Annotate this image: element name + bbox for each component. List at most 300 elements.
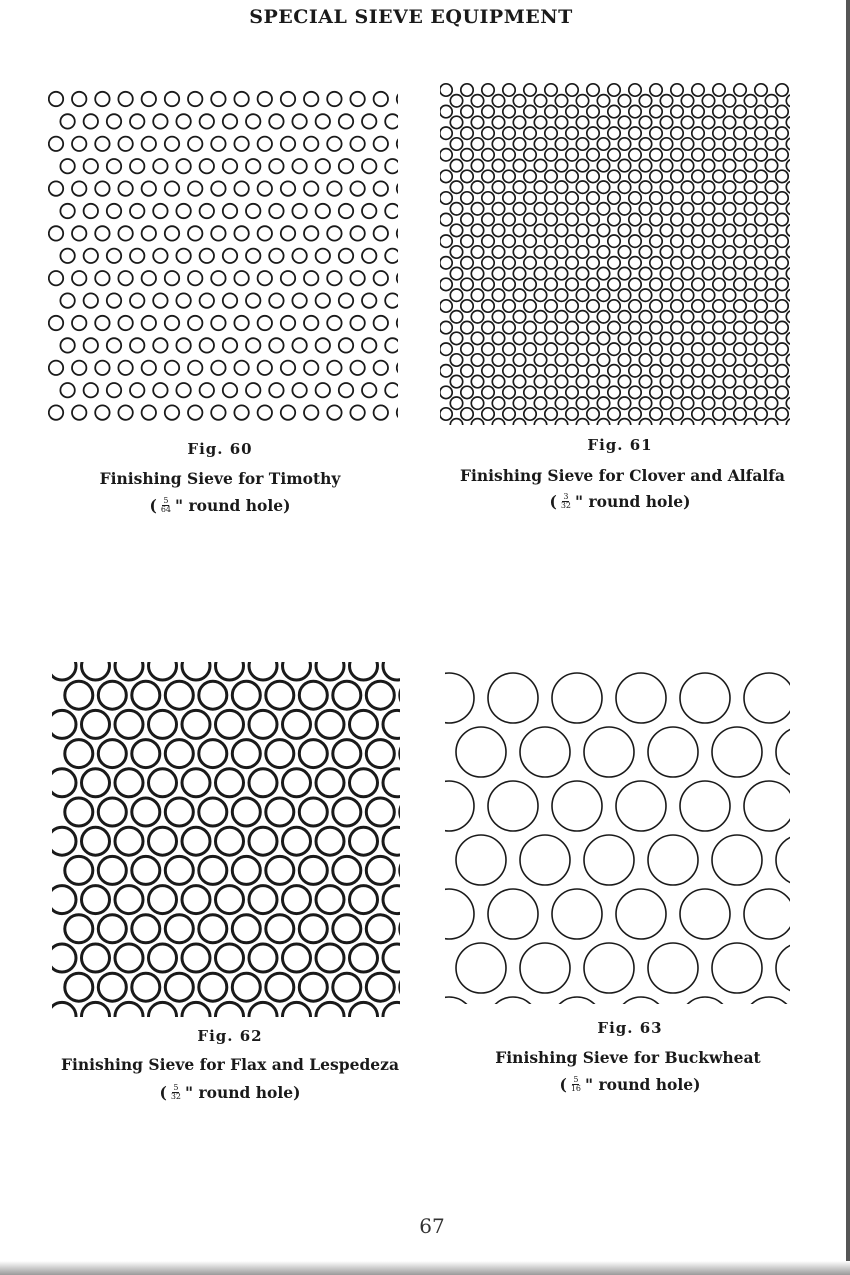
sieve-hole [450,116,462,128]
sieve-hole [182,827,210,855]
sieve-hole [383,827,400,855]
sieve-hole [513,95,525,107]
sieve-hole [555,181,567,193]
sieve-hole [149,769,177,797]
sieve-hole [350,226,364,240]
sieve-hole [545,278,557,290]
sieve-hole [513,224,525,236]
sieve-hole [608,408,620,420]
sieve-hole [524,257,536,269]
sieve-hole [492,267,504,279]
sieve-hole [524,127,536,139]
sieve-hole [374,271,388,285]
fig-60-hole-size [80,496,360,515]
sieve-hole [660,419,672,425]
sieve-hole [786,116,790,128]
sieve-hole [492,159,504,171]
sieve-hole [534,246,546,258]
sieve-hole [545,321,557,333]
sieve-hole [776,835,790,885]
sieve-hole [374,316,388,330]
sieve-hole [629,257,641,269]
sieve-hole [608,127,620,139]
sieve-hole [316,338,330,352]
sieve-hole [680,889,730,939]
sieve-hole [95,137,109,151]
sieve-illustration-fig-60 [48,86,398,426]
sieve-hole [461,84,473,96]
sieve-hole [223,293,237,307]
sieve-hole [566,278,578,290]
sieve-hole [327,137,341,151]
sieve-hole [534,289,546,301]
sieve-hole [153,293,167,307]
sieve-hole [680,781,730,831]
sieve-hole [734,170,746,182]
sieve-hole [223,159,237,173]
sieve-hole [776,105,788,117]
sieve-hole [266,973,294,1001]
sieve-hole [555,116,567,128]
sieve-hole [776,235,788,247]
sieve-hole [492,419,504,425]
sieve-hole [734,343,746,355]
sieve-hole [165,226,179,240]
sieve-hole [587,170,599,182]
sieve-hole [456,835,506,885]
sieve-hole [608,386,620,398]
sieve-hole [246,204,260,218]
sieve-hole [350,662,378,680]
fig-61-label: Fig. 61 [587,436,653,454]
sieve-hole [545,235,557,247]
sieve-hole [165,92,179,106]
sieve-hole [723,116,735,128]
sieve-hole [587,408,599,420]
sieve-hole [350,769,378,797]
sieve-hole [149,944,177,972]
sieve-hole [513,289,525,301]
sieve-hole [149,1002,177,1017]
sieve-hole [660,246,672,258]
sieve-hole [576,267,588,279]
sieve-hole [304,92,318,106]
sieve-hole [692,170,704,182]
sieve-hole [316,662,344,680]
sieve-hole [246,159,260,173]
sieve-hole [60,114,74,128]
sieve-hole [461,149,473,161]
sieve-hole [107,293,121,307]
sieve-hole [660,397,672,409]
sieve-hole [786,159,790,171]
sieve-hole [115,710,143,738]
sieve-hole [82,944,110,972]
sieve-hole [776,343,788,355]
sieve-hole [445,997,474,1004]
sieve-hole [223,249,237,263]
sieve-hole [723,397,735,409]
sieve-hole [723,95,735,107]
sieve-hole [450,138,462,150]
sieve-hole [249,886,277,914]
sieve-hole [188,316,202,330]
sieve-hole [650,257,662,269]
sieve-hole [734,127,746,139]
sieve-hole [597,159,609,171]
sieve-hole [142,361,156,375]
sieve-hole [98,856,126,884]
sieve-hole [304,137,318,151]
sieve-hole [681,354,693,366]
sieve-hole [765,181,777,193]
sieve-hole [49,226,63,240]
sieve-hole [258,361,272,375]
fig-63-fraction [571,1076,581,1093]
sieve-hole [130,383,144,397]
sieve-hole [545,149,557,161]
sieve-hole [450,95,462,107]
sieve-hole [608,321,620,333]
sieve-hole [118,226,132,240]
sieve-hole [734,365,746,377]
sieve-hole [362,338,376,352]
sieve-hole [327,226,341,240]
sieve-hole [648,835,698,885]
sieve-hole [234,405,248,419]
sieve-hole [555,311,567,323]
sieve-hole [461,127,473,139]
sieve-hole [671,321,683,333]
fig-63-label: Fig. 63 [597,1019,663,1037]
sieve-hole [281,361,295,375]
sieve-hole [72,92,86,106]
sieve-hole [234,271,248,285]
sieve-hole [199,856,227,884]
sieve-hole [200,293,214,307]
sieve-hole [440,84,452,96]
sieve-hole [234,316,248,330]
sieve-hole [713,300,725,312]
sieve-hole [734,192,746,204]
sieve-hole [327,405,341,419]
sieve-hole [576,95,588,107]
sieve-hole [266,681,294,709]
sieve-hole [671,408,683,420]
sieve-hole [232,740,260,768]
sieve-hole [648,943,698,993]
sieve-hole [362,383,376,397]
sieve-hole [234,92,248,106]
sieve-hole [616,889,666,939]
sieve-hole [702,332,714,344]
sieve-hole [671,365,683,377]
sieve-hole [618,203,630,215]
sieve-hole [692,213,704,225]
sieve-hole [269,249,283,263]
sieve-hole [450,267,462,279]
sieve-hole [383,1002,400,1017]
sieve-hole [765,246,777,258]
sieve-hole [555,397,567,409]
sieve-hole [587,149,599,161]
sieve-hole [95,181,109,195]
sieve-hole [461,105,473,117]
sieve-hole [524,192,536,204]
sieve-hole [316,293,330,307]
sieve-hole [232,681,260,709]
sieve-hole [107,383,121,397]
sieve-hole [107,338,121,352]
sieve-hole [555,159,567,171]
sieve-hole [639,332,651,344]
sieve-hole [639,375,651,387]
sieve-hole [234,137,248,151]
sieve-hole [115,1002,143,1017]
page-number: 67 [419,1214,445,1238]
sieve-hole [671,149,683,161]
fig-60-hole-text: " round hole) [175,496,291,515]
sieve-hole [49,316,63,330]
sieve-hole [440,386,452,398]
sieve-hole [608,235,620,247]
sieve-hole [503,300,515,312]
fig-60-label: Fig. 60 [187,440,253,458]
sieve-hole [339,249,353,263]
sieve-hole [660,203,672,215]
sieve-hole [555,289,567,301]
sieve-hole [713,408,725,420]
fig-62-fraction [171,1084,181,1101]
sieve-hole [723,267,735,279]
sieve-hole [182,944,210,972]
sieve-hole [587,192,599,204]
sieve-hole [608,192,620,204]
sieve-hole [304,226,318,240]
sieve-hole [576,138,588,150]
sieve-hole [165,798,193,826]
sieve-hole [702,95,714,107]
sieve-hole [744,203,756,215]
sieve-hole [292,159,306,173]
sieve-hole [639,419,651,425]
sieve-hole [249,1002,277,1017]
sieve-hole [234,226,248,240]
sieve-hole [597,224,609,236]
sieve-hole [734,257,746,269]
sieve-hole [671,300,683,312]
sieve-hole [492,224,504,236]
sieve-hole [130,114,144,128]
sieve-hole [471,95,483,107]
sieve-hole [545,192,557,204]
sieve-hole [680,673,730,723]
sieve-hole [60,159,74,173]
sieve-hole [397,361,398,375]
sieve-hole [650,386,662,398]
sieve-hole [482,84,494,96]
sieve-hole [786,419,790,425]
sieve-hole [755,235,767,247]
sieve-hole [566,300,578,312]
sieve-hole [650,365,662,377]
sieve-hole [182,662,210,680]
sieve-hole [566,365,578,377]
sieve-hole [765,159,777,171]
sieve-hole [84,338,98,352]
sieve-hole [776,321,788,333]
fig-63-title: Finishing Sieve for Buckwheat [495,1048,761,1067]
sieve-hole [339,338,353,352]
sieve-hole [734,278,746,290]
sieve-hole [534,181,546,193]
sieve-hole [618,181,630,193]
sieve-hole [692,105,704,117]
sieve-hole [597,181,609,193]
sieve-hole [671,170,683,182]
sieve-hole [786,289,790,301]
sieve-hole [765,375,777,387]
sieve-hole [618,267,630,279]
sieve-hole [503,235,515,247]
fig-63-denominator: 16 [570,1084,582,1093]
sieve-hole [555,95,567,107]
sieve-hole [397,405,398,419]
sieve-hole [283,1002,311,1017]
sieve-hole [576,354,588,366]
sieve-hole [765,203,777,215]
sieve-hole [765,116,777,128]
sieve-hole [513,246,525,258]
sieve-hole [524,300,536,312]
sieve-hole [713,321,725,333]
sieve-hole [199,973,227,1001]
fig-62-label: Fig. 62 [197,1027,263,1045]
sieve-hole [292,114,306,128]
sieve-hole [765,224,777,236]
sieve-hole [95,92,109,106]
sieve-hole [132,681,160,709]
sieve-hole [492,116,504,128]
sieve-hole [84,204,98,218]
sieve-hole [118,137,132,151]
sieve-hole [534,138,546,150]
sieve-hole [681,267,693,279]
sieve-hole [482,278,494,290]
sieve-hole [713,105,725,117]
sieve-hole [188,226,202,240]
sieve-hole [304,316,318,330]
sieve-hole [712,943,762,993]
sieve-hole [744,997,790,1004]
sieve-hole [629,300,641,312]
sieve-hole [671,192,683,204]
sieve-hole [776,365,788,377]
sieve-hole [776,386,788,398]
sieve-hole [650,127,662,139]
sieve-hole [211,361,225,375]
sieve-hole [680,997,730,1004]
sieve-hole [450,354,462,366]
sieve-hole [482,408,494,420]
sieve-hole [639,397,651,409]
sieve-hole [534,419,546,425]
sieve-hole [266,856,294,884]
sieve-hole [616,673,666,723]
sieve-hole [584,727,634,777]
sieve-hole [692,127,704,139]
fig-63-numerator: 5 [573,1075,579,1084]
sieve-hole [115,662,143,680]
sieve-hole [292,249,306,263]
fig-63-hole-text: " round hole) [585,1075,701,1094]
sieve-hole [366,973,394,1001]
sieve-hole [333,973,361,1001]
sieve-hole [165,361,179,375]
sieve-hole [513,354,525,366]
sieve-hole [149,827,177,855]
sieve-hole [98,798,126,826]
sieve-hole [471,311,483,323]
fig-63-hole-size [490,1075,770,1094]
sieve-hole [702,397,714,409]
sieve-hole [440,321,452,333]
sieve-hole [188,271,202,285]
sieve-hole [49,361,63,375]
sieve-hole [223,338,237,352]
sieve-hole [362,293,376,307]
sieve-hole [385,293,398,307]
sieve-hole [72,181,86,195]
sieve-hole [702,116,714,128]
sieve-hole [339,114,353,128]
sieve-hole [258,271,272,285]
sieve-hole [211,226,225,240]
sieve-hole [269,159,283,173]
sieve-hole [333,740,361,768]
sieve-hole [471,267,483,279]
sieve-hole [650,235,662,247]
sieve-hole [492,354,504,366]
sieve-hole [681,332,693,344]
sieve-hole [216,827,244,855]
sieve-hole [524,84,536,96]
sieve-hole [660,138,672,150]
sieve-hole [333,798,361,826]
sieve-hole [130,293,144,307]
sieve-hole [362,159,376,173]
sieve-hole [65,856,93,884]
sieve-hole [461,300,473,312]
sieve-hole [639,95,651,107]
sieve-hole [503,365,515,377]
sieve-hole [639,203,651,215]
sieve-hole [362,114,376,128]
sieve-hole [350,181,364,195]
sieve-hole [671,257,683,269]
sieve-hole [165,740,193,768]
sieve-hole [660,159,672,171]
sieve-hole [115,944,143,972]
sieve-hole [755,300,767,312]
sieve-hole [734,105,746,117]
sieve-hole [182,710,210,738]
sieve-hole [482,386,494,398]
sieve-hole [269,293,283,307]
sieve-hole [597,419,609,425]
sieve-hole [681,181,693,193]
sieve-hole [776,727,790,777]
